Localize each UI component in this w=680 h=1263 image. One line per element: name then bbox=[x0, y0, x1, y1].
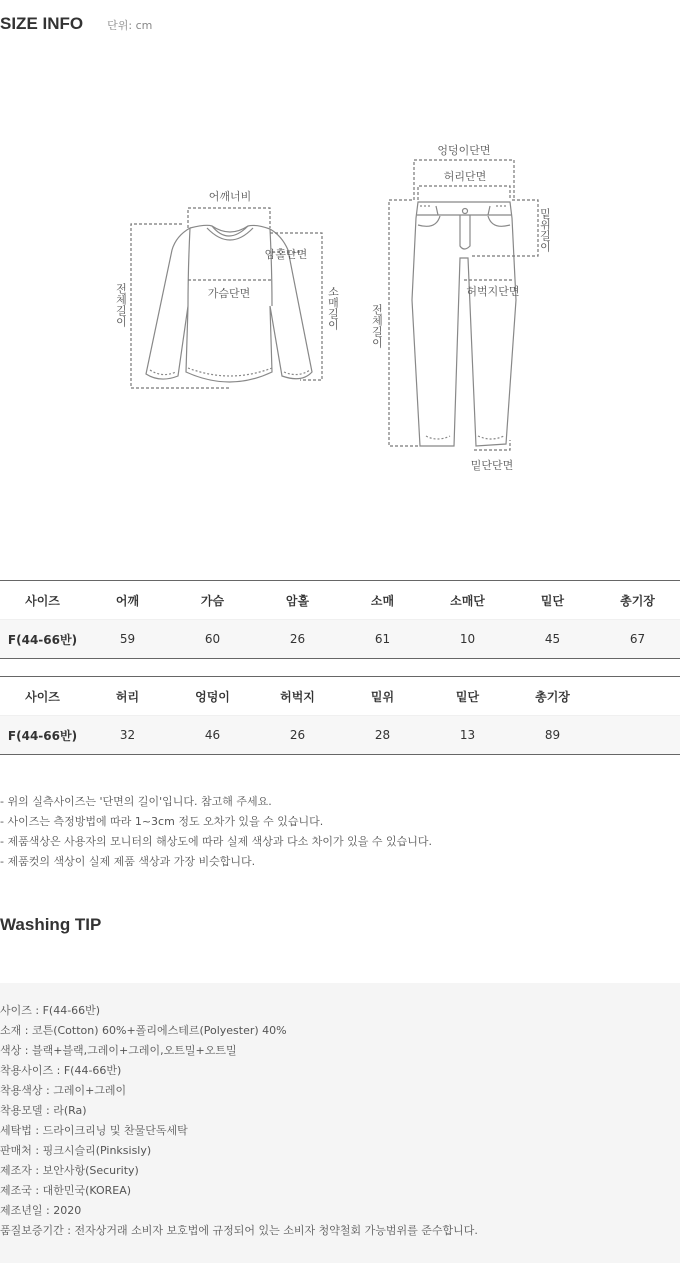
table-cell: F(44-66반) bbox=[7, 728, 78, 743]
table-row bbox=[0, 716, 680, 754]
table-header-cell: 총기장 bbox=[535, 689, 570, 704]
size-info-header bbox=[0, 14, 152, 34]
size-table-bottom bbox=[0, 676, 680, 755]
table-cell: 32 bbox=[119, 728, 136, 742]
table-cell: 26 bbox=[289, 728, 306, 742]
table-cell: F(44-66반) bbox=[7, 632, 78, 647]
table-cell: 46 bbox=[204, 728, 221, 742]
label-chest: 가슴단면 bbox=[207, 287, 251, 300]
table-header-row bbox=[0, 677, 680, 716]
size-diagram bbox=[0, 120, 680, 490]
info-line: 판매처 : 핑크시슬리(Pinksisly) bbox=[0, 1144, 152, 1157]
label-hem: 밑단단면 bbox=[470, 459, 514, 472]
info-line: 제조년일 : 2020 bbox=[0, 1204, 82, 1217]
label-rise: 밑위길이 bbox=[538, 208, 552, 252]
table-header-cell: 가슴 bbox=[200, 593, 225, 608]
table-header-cell: 밑단 bbox=[455, 689, 480, 704]
table-cell: 61 bbox=[374, 632, 391, 646]
table-cell: 26 bbox=[289, 632, 306, 646]
table-header-cell: 허리 bbox=[115, 689, 140, 704]
table-cell: 45 bbox=[544, 632, 561, 646]
info-line: 제조자 : 보안사항(Security) bbox=[0, 1164, 139, 1177]
table-cell: 89 bbox=[544, 728, 561, 742]
note-line: - 사이즈는 측정방법에 따라 1~3cm 정도 오차가 있을 수 있습니다. bbox=[0, 815, 324, 828]
label-thigh: 허벅지단면 bbox=[466, 285, 520, 298]
info-line: 착용사이즈 : F(44-66반) bbox=[0, 1064, 122, 1077]
unit-label: 단위: cm bbox=[107, 19, 153, 32]
size-table-top bbox=[0, 580, 680, 659]
note-line: - 제품색상은 사용자의 모니터의 해상도에 따라 실제 색상과 다소 차이가 있을 수 있습니다. bbox=[0, 835, 432, 848]
label-shoulder: 어깨너비 bbox=[208, 190, 252, 203]
table-header-cell: 소매 bbox=[370, 593, 395, 608]
note-line: - 위의 실측사이즈는 '단면의 길이'입니다. 참고해 주세요. bbox=[0, 795, 272, 808]
info-line: 품질보증기간 : 전자상거래 소비자 보호법에 규정되어 있는 소비자 청약철회 가능범위를 준수합니다. bbox=[0, 1224, 478, 1237]
table-row bbox=[0, 620, 680, 658]
pants-illustration bbox=[412, 202, 516, 446]
table-header-cell: 총기장 bbox=[620, 593, 655, 608]
label-pants-total-length: 전체길이 bbox=[370, 304, 384, 348]
table-header-cell: 밑위 bbox=[370, 689, 395, 704]
table-cell: 67 bbox=[629, 632, 646, 646]
table-header-cell: 어깨 bbox=[115, 593, 140, 608]
info-line: 색상 : 블랙+블랙,그레이+그레이,오트밀+오트밀 bbox=[0, 1044, 237, 1057]
table-cell: 13 bbox=[459, 728, 476, 742]
label-top-total-length: 전체길이 bbox=[114, 283, 128, 327]
table-header-cell: 암홀 bbox=[285, 593, 310, 608]
info-line: 소재 : 코튼(Cotton) 60%+폴리에스테르(Polyester) 40% bbox=[0, 1024, 287, 1037]
label-armhole: 암홀단면 bbox=[264, 248, 308, 261]
table-cell: 60 bbox=[204, 632, 221, 646]
label-sleeve-length: 소매길이 bbox=[326, 286, 340, 330]
product-info-box bbox=[0, 983, 680, 1263]
table-header-cell: 허벅지 bbox=[280, 689, 315, 704]
table-header-cell: 사이즈 bbox=[25, 593, 60, 608]
note-line: - 제품컷의 색상이 실제 제품 색상과 가장 비슷합니다. bbox=[0, 855, 256, 868]
info-line: 착용색상 : 그레이+그레이 bbox=[0, 1084, 127, 1097]
table-cell: 28 bbox=[374, 728, 391, 742]
table-header-cell: 밑단 bbox=[540, 593, 565, 608]
info-line: 사이즈 : F(44-66반) bbox=[0, 1004, 101, 1017]
info-line: 착용모델 : 라(Ra) bbox=[0, 1104, 87, 1117]
table-cell: 10 bbox=[459, 632, 476, 646]
info-line: 제조국 : 대한민국(KOREA) bbox=[0, 1184, 132, 1197]
table-header-cell: 사이즈 bbox=[25, 689, 60, 704]
label-waist: 허리단면 bbox=[443, 170, 487, 183]
size-notes bbox=[0, 792, 432, 872]
size-info-title: SIZE INFO bbox=[0, 14, 84, 33]
table-header-cell: 엉덩이 bbox=[195, 689, 230, 704]
table-header-row bbox=[0, 581, 680, 620]
label-hip: 엉덩이단면 bbox=[437, 144, 491, 157]
info-line: 세탁법 : 드라이크리닝 및 찬물단독세탁 bbox=[0, 1124, 188, 1137]
washing-tip-title: Washing TIP bbox=[0, 915, 102, 934]
table-header-cell: 소매단 bbox=[450, 593, 485, 608]
table-cell: 59 bbox=[119, 632, 136, 646]
